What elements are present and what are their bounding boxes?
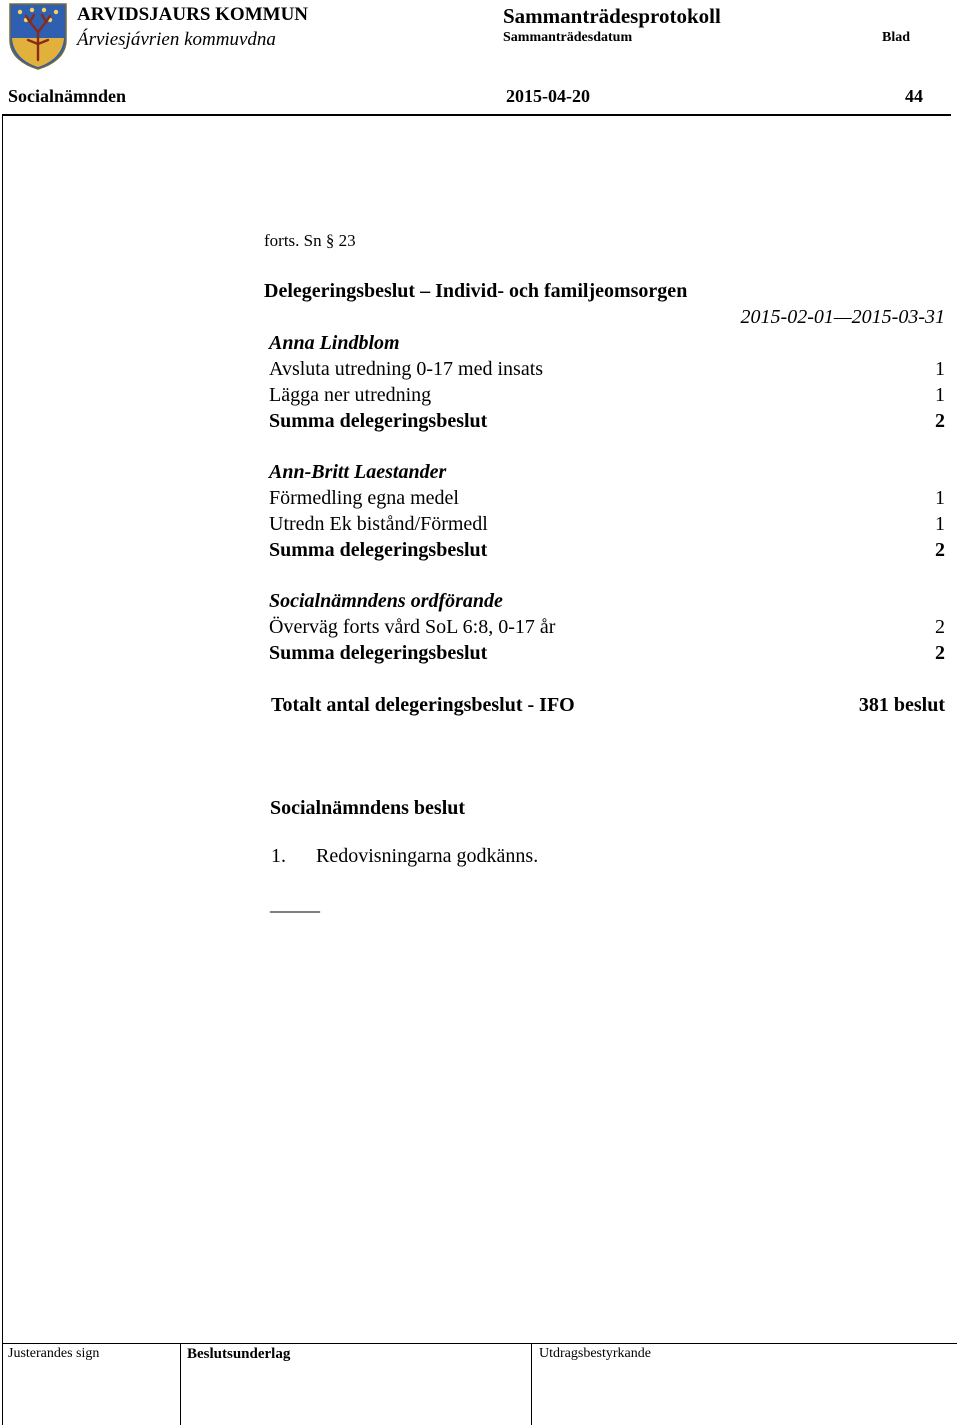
- list-item: [269, 616, 945, 642]
- list-item: [269, 513, 945, 539]
- sum-label: Summa delegeringsbeslut: [269, 410, 488, 432]
- group-sum-row: [269, 410, 945, 436]
- page-label: Blad: [882, 30, 911, 45]
- municipal-crest: [8, 2, 68, 70]
- decision-number: 1.: [271, 845, 286, 867]
- group-delegate-name: Anna Lindblom: [269, 332, 400, 354]
- item-label: Lägga ner utredning: [269, 384, 432, 406]
- sum-label: Summa delegeringsbeslut: [269, 539, 488, 561]
- list-item: [269, 384, 945, 410]
- header-rule: [2, 114, 951, 116]
- total-label: Totalt antal delegeringsbeslut - IFO: [271, 694, 575, 716]
- item-label: Förmedling egna medel: [269, 487, 459, 509]
- footer-divider: [531, 1344, 532, 1425]
- committee-name: Socialnämnden: [8, 86, 127, 106]
- item-count: 1: [935, 358, 945, 380]
- item-count: 1: [935, 487, 945, 509]
- item-count: 2: [935, 616, 945, 638]
- footer-divider: [180, 1344, 181, 1425]
- footer-utdragsbestyrkande: Utdragsbestyrkande: [539, 1346, 651, 1361]
- item-label: Avsluta utredning 0-17 med insats: [269, 358, 544, 380]
- end-rule: _____: [270, 893, 320, 915]
- sum-value: 2: [935, 539, 945, 561]
- page-frame-left: [2, 115, 3, 1425]
- decision-text: Redovisningarna godkänns.: [316, 845, 539, 867]
- meeting-date-label: Sammanträdesdatum: [503, 30, 633, 45]
- sum-value: 2: [935, 642, 945, 664]
- total-value: 381 beslut: [858, 694, 945, 716]
- group-sum-row: [269, 642, 945, 668]
- document-type: Sammanträdesprotokoll: [503, 4, 721, 28]
- item-count: 1: [935, 384, 945, 406]
- decision-heading: Socialnämndens beslut: [270, 797, 466, 819]
- meeting-date: 2015-04-20: [506, 86, 590, 106]
- report-period: [741, 306, 945, 329]
- period-dash: —: [833, 306, 852, 328]
- total-row: [271, 694, 945, 720]
- list-item: [269, 358, 945, 384]
- group-delegate-name: Socialnämndens ordförande: [269, 590, 503, 612]
- item-count: 1: [935, 513, 945, 535]
- footer-justerandes-sign: Justerandes sign: [8, 1346, 100, 1361]
- document-title: Delegeringsbeslut – Individ- och familjeomsorgen: [264, 280, 688, 302]
- group-delegate-name: Ann-Britt Laestander: [269, 461, 447, 483]
- sum-label: Summa delegeringsbeslut: [269, 642, 488, 664]
- sum-value: 2: [935, 410, 945, 432]
- item-label: Överväg forts vård SoL 6:8, 0-17 år: [269, 616, 556, 638]
- list-item: [269, 487, 945, 513]
- municipality-sami-name: Árviesjávrien kommuvdna: [77, 29, 276, 50]
- period-end: 2015-03-31: [851, 306, 945, 328]
- municipality-name: ARVIDSJAURS KOMMUN: [77, 4, 309, 25]
- page-number: 44: [905, 86, 923, 106]
- period-start: 2015-02-01: [740, 306, 834, 328]
- footer-beslutsunderlag: Beslutsunderlag: [187, 1346, 291, 1362]
- item-label: Utredn Ek bistånd/Förmedl: [269, 513, 488, 535]
- footer-rule: [2, 1343, 957, 1344]
- group-sum-row: [269, 539, 945, 565]
- continuation-line: forts. Sn § 23: [264, 231, 356, 250]
